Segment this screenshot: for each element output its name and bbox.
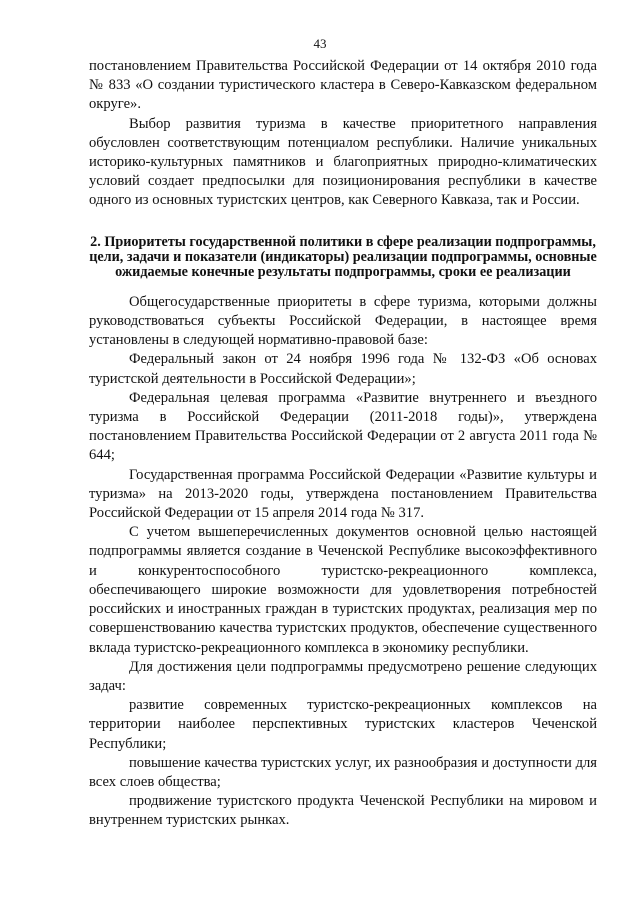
body-paragraph-main-goal: С учетом вышеперечисленных документов основной целью настоящей подпрограммы является создание в Чеченской Республике высокоэффективного и конкурентоспособного туристско-рекреационного комплекса, обеспечивающего широкие возможности для удовлетворения потребностей российских и иностранных граждан в туристских продуктах, реализация мер по совершенствованию качества туристских продуктов, обеспечение существенного вклада туристско-рекреационного комплекса в экономику республики. (89, 524, 597, 656)
body-paragraph-federal-program: Федеральная целевая программа «Развитие внутреннего и въездного туризма в Российской Федерации (2011-2018 годы)», утверждена постановлением Правительства Российской Федерации от 2 августа 2011 года № 644; (89, 389, 597, 464)
body-paragraph-tasks-intro: Для достижения цели подпрограммы предусмотрено решение следующих задач: (89, 658, 597, 694)
body-paragraph-federal-law: Федеральный закон от 24 ноября 1996 года № 132-ФЗ «Об основах туристской деятельности в Российской Федерации»; (89, 351, 597, 387)
body-paragraph-state-program: Государственная программа Российской Федерации «Развитие культуры и туризма» на 2013-2020 годы, утверждена постановлением Правительства Российской Федерации от 15 апреля 2014 года № 317. (89, 466, 597, 522)
task-item-promotion: продвижение туристского продукта Чеченской Республики на мировом и внутреннем туристских рынках. (89, 793, 597, 829)
task-item-complexes: развитие современных туристско-рекреационных комплексов на территории наиболее перспективных туристских кластеров Чеченской Республики; (89, 697, 597, 752)
intro-paragraph: Выбор развития туризма в качестве приоритетного направления обусловлен соответствующим потенциалом республики. Наличие уникальных историко-культурных памятников и благоприятных природно-климатических условий создает предпосылки для позиционирования республики в качестве одного из основных туристских центров, как Северного Кавказа, так и России. (89, 115, 597, 209)
intro-paragraph-continuation: постановлением Правительства Российской Федерации от 14 октября 2010 года № 833 «О создании туристического кластера в Северо-Кавказском федеральном округе». (89, 58, 597, 113)
body-paragraph-priorities: Общегосударственные приоритеты в сфере туризма, которыми должны руководствоваться субъекты Российской Федерации, в настоящее время установлены в следующей нормативно-правовой базе: (89, 293, 597, 349)
task-item-quality: повышение качества туристских услуг, их разнообразия и доступности для всех слоев общества; (89, 754, 597, 790)
section-heading: 2. Приоритеты государственной политики в сфере реализации подпрограммы, цели, задачи и показатели (индикаторы) реализации подпрограммы, основные ожидаемые конечные результаты подпрограммы, сроки ее реализации (89, 233, 597, 281)
document-body (89, 57, 597, 831)
page-number: 43 (313, 36, 327, 51)
